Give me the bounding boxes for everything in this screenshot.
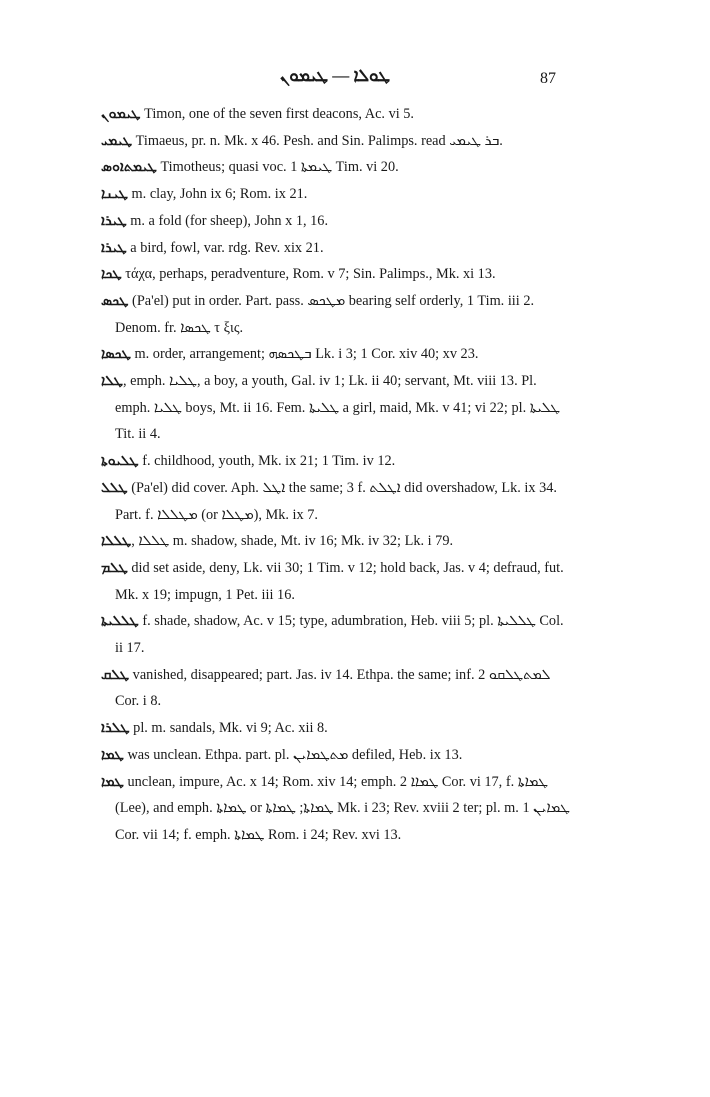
entry-text: (Pa'el) did cover. Aph. ܐܛܠ the same; 3 f. ܐܛܠܬ did overshadow, Lk. ix 34. Part. f. ܡܛܠܠܐ (or ܡܛܠܐ), Mk. ix 7.	[115, 479, 557, 523]
entry-text: Timon, one of the seven first deacons, Ac. vi 5.	[140, 106, 414, 122]
entry-text: (Pa'el) put in order. Part. pass. ܡܛܟܣ bearing self orderly, 1 Tim. iii 2. Denom. fr. ܛܟܣܐ τ ξις.	[115, 292, 535, 336]
syriac-headword: ܛܝܢܐ	[101, 186, 128, 203]
entry-perhaps	[101, 261, 573, 288]
syriac-headword: ܛܝܪܐ	[101, 239, 127, 256]
entry-clay	[101, 181, 573, 208]
entry-sandals	[101, 715, 573, 742]
syriac-headword: ܛܝܡܬܐܘܣ	[101, 159, 157, 176]
entry-text: f. shade, shadow, Ac. v 15; type, adumbration, Heb. viii 5; pl. ܛܠܠܝܬܐ Col. ii 17.	[115, 613, 564, 657]
entry-text: , emph. ܛܠܝܐ, a boy, a youth, Gal. iv 1; Lk. ii 40; servant, Mt. viii 13. Pl. emph. ܛܠܝܐ boys, Mt. ii 16. Fem. ܛܠܝܬܐ a girl, maid, Mk. v 41; vi 22; pl. ܛܠܝܬܐ Tit. ii 4.	[115, 373, 560, 443]
entry-vanished	[101, 662, 573, 715]
syriac-headword: ܛܝܡܘܢ	[101, 106, 141, 122]
entry-put-in-order	[101, 288, 573, 341]
entry-text: Timotheus; quasi voc. ܛܝܡܬܐ 1 Tim. vi 20.	[156, 159, 399, 176]
entry-order	[101, 341, 573, 368]
syriac-headword: ܛܝܪܐ	[101, 212, 127, 229]
entry-fold	[101, 208, 573, 235]
entry-text: m. a fold (for sheep), John x 1, 16.	[126, 212, 329, 229]
syriac-headword: ܛܠܠ	[101, 479, 128, 496]
entry-text: τάχα, perhaps, peradventure, Rom. v 7; Sin. Palimps., Mk. xi 13.	[121, 266, 496, 283]
entry-shadow	[101, 528, 573, 555]
entry-text: did set aside, deny, Lk. vii 30; 1 Tim. v 12; hold back, Jas. v 4; defraud, fut. Mk. x 19; impugn, 1 Pet. iii 16.	[115, 559, 564, 603]
syriac-headword: ܛܠܠܝܬܐ	[101, 613, 139, 630]
syriac-headword: ܛܡܐ	[101, 773, 124, 790]
entry-text: Timaeus, pr. n. Mk. x 46. Pesh. and Sin. Palimps. read ܒܪ ܛܝܡܝ.	[132, 132, 503, 149]
entry-set-aside	[101, 555, 573, 608]
syriac-headword: ܛܟܣܐ	[101, 346, 131, 363]
entry-boy	[101, 368, 573, 448]
entry-was-unclean	[101, 742, 573, 769]
syriac-headword: ܛܟܐ	[101, 266, 122, 283]
entry-timon	[101, 101, 573, 128]
entry-text: pl. m. sandals, Mk. vi 9; Ac. xii 8.	[129, 720, 328, 737]
entry-timaeus	[101, 128, 573, 155]
syriac-headword: ܛܠܠܐ	[101, 533, 132, 550]
syriac-headword: ܛܠܐ	[101, 373, 123, 390]
entry-text: unclean, impure, Ac. x 14; Rom. xiv 14; emph. ܛܡܐܐ 2 Cor. vi 17, f. ܛܡܐܬܐ (Lee), and emph. ܛܡܐܬܐ or ܛܡܐܬܐ; ܛܡܐܬܐ Mk. i 23; Rev. xviii 2 ter; pl. m. ܛܡܐܝܢ 1 Cor. vii 14; f. emph. ܛܡܐܬܐ Rom. i 24; Rev. xvi 13.	[115, 773, 570, 843]
entry-text: vanished, disappeared; part. Jas. iv 14. Ethpa. the same; inf. ܠܡܬܛܠܩܘ 2 Cor. i 8.	[115, 666, 551, 710]
page-number: 87	[540, 70, 556, 87]
entry-timotheus	[101, 154, 573, 181]
entry-text: a bird, fowl, var. rdg. Rev. xix 21.	[126, 239, 324, 256]
syriac-headword: ܛܝܡܝ	[101, 132, 133, 149]
entry-text: m. clay, John ix 6; Rom. ix 21.	[127, 186, 308, 203]
syriac-headword: ܛܠܪܐ	[101, 720, 130, 737]
entry-unclean	[101, 769, 573, 849]
running-head: ܛܘܠܐ — ܛܝܡܘܢ	[279, 66, 391, 85]
syriac-headword: ܛܠܡ	[101, 559, 128, 576]
entry-list	[101, 101, 573, 849]
entry-text: m. order, arrangement; ܒܛܟܣܗ Lk. i 3; 1 Cor. xiv 40; xv 23.	[130, 346, 479, 363]
entry-childhood	[101, 448, 573, 475]
entry-bird	[101, 235, 573, 262]
entry-text: , ܛܠܠܐ m. shadow, shade, Mt. iv 16; Mk. iv 32; Lk. i 79.	[131, 533, 454, 550]
entry-cover	[101, 475, 573, 528]
syriac-headword: ܛܠܩ	[101, 666, 130, 683]
syriac-headword: ܛܡܐ	[101, 746, 124, 763]
entry-text: f. childhood, youth, Mk. ix 21; 1 Tim. iv 12.	[138, 453, 396, 470]
entry-shade	[101, 608, 573, 661]
entry-text: was unclean. Ethpa. part. pl. ܡܬܛܡܐܝܢ defiled, Heb. ix 13.	[123, 746, 463, 763]
syriac-headword: ܛܟܣ	[101, 292, 129, 309]
syriac-headword: ܛܠܝܘܬܐ	[101, 453, 139, 470]
